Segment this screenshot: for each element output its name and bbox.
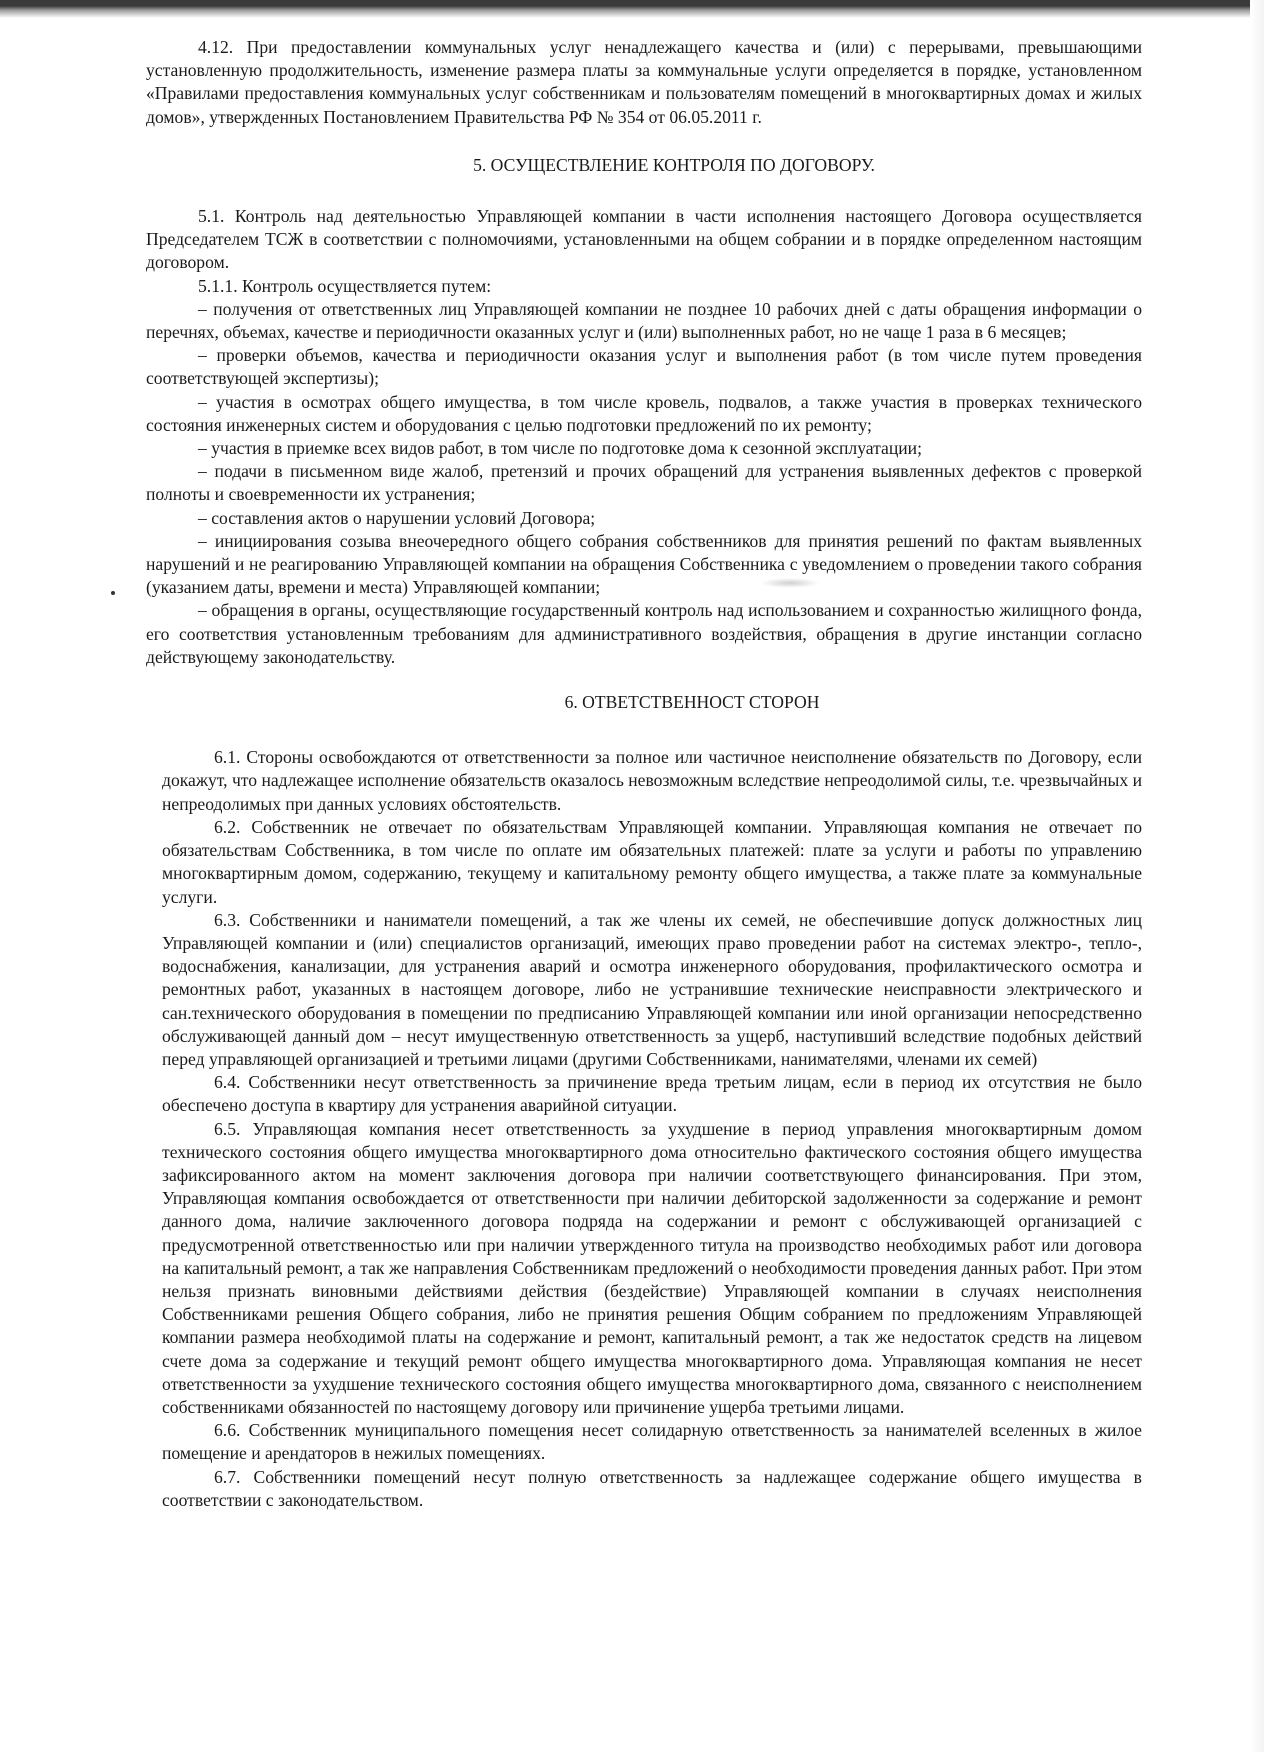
- control-item-3: – участия в осмотрах общего имущества, в том числе кровель, подвалов, а также участия в проверках технического состояния инженерных систем и оборудования с целью подготовки предложений по их ремонту;: [146, 391, 1142, 435]
- paragraph-6-3: 6.3. Собственники и наниматели помещений, а так же члены их семей, не обеспечившие допуск должностных лиц Управляющей компании и (или) специалистов организаций, имеющих право проведении работ на системах электро-, тепло-, водоснабжения, канализации, для устранения аварий и осмотра инженерного оборудования, профилактического осмотра и ремонтных работ, указанных в настоящем договоре, либо не устранившие технические неисправности электрического и сан.технического оборудования в помещении по предписанию Управляющей компании или иной организации непосредственно обслуживающей данный дом – несут имущественную ответственность за ущерб, наступивший вследствие подобных действий перед управляющей организацией и третьими лицами (другими Собственниками, нанимателями, членами их семей): [162, 909, 1142, 1069]
- control-item-4: – участия в приемке всех видов работ, в том числе по подготовке дома к сезонной эксплуатации;: [198, 438, 922, 459]
- paragraph-6-1: 6.1. Стороны освобождаются от ответственности за полное или частичное неисполнение обязательств по Договору, если докажут, что надлежащее исполнение обязательств оказалось невозможным вследствие непреодолимой силы, т.е. чрезвычайных и непреодолимых при данных условиях обстоятельств.: [162, 747, 1142, 814]
- paragraph-6-5: 6.5. Управляющая компания несет ответственность за ухудшение в период управления многоквартирным домом технического состояния общего имущества многоквартирного дома относительно фактического состояния общего имущества зафиксированного актом на момент заключения договора при наличии соответствующего финансирования. При этом, Управляющая компания освобождается от ответственности при наличии дебиторской задолженности за содержание и ремонт данного дома, наличие заключенного договора подряда на содержании и ремонт с обслуживающей организацией с предусмотренной ответственностью или при наличии утвержденного титула на производство необходимых работ или договора на капитальный ремонт, а так же направления Собственникам предложений о необходимости проведения данных работ. При этом нельзя признать виновными действиями действия (бездействие) Управляющей компании в случаях неисполнения Собственниками решения Общего собрания, либо не принятия решения Общим собранием по предложениям Управляющей компании размера необходимой платы на содержание и ремонт, капитальный ремонт, а так же недостаток средств на лицевом счете дома за содержание и текущий ремонт общего имущества многоквартирного дома. Управляющая компания не несет ответственности за ухудшение технического состояния общего имущества многоквартирного дома, связанного с неисполнением собственниками обязанностей по настоящему договору или причинение ущерба третьими лицами.: [162, 1118, 1142, 1417]
- control-item-2: – проверки объемов, качества и периодичности оказания услуг и выполнения работ (в том числе путем проведения соответствующей экспертизы);: [146, 345, 1142, 389]
- scan-speck: [111, 591, 115, 595]
- control-item-8: – обращения в органы, осуществляющие государственный контроль над использованием и сохранностью жилищного фонда, его соответствия установленным требованиям для административного воздействия, обращения в другие инстанции согласно действующему законодательству.: [146, 600, 1142, 667]
- control-item-6: – составления актов о нарушении условий Договора;: [198, 507, 596, 528]
- paragraph-6-4: 6.4. Собственники несут ответственность за причинение вреда третьим лицам, если в период их отсутствия не было обеспечено доступа в квартиру для устранения аварийной ситуации.: [162, 1072, 1142, 1116]
- paragraph-6-7: 6.7. Собственники помещений несут полную ответственность за надлежащее содержание общего имущества в соответствии с законодательством.: [162, 1466, 1142, 1510]
- section-6-body: [146, 746, 1142, 1512]
- section-6-heading: 6. ОТВЕТСТВЕННОСТ СТОРОН: [564, 692, 820, 713]
- paragraph-5-1: 5.1. Контроль над деятельностью Управляющей компании в части исполнения настоящего Договора осуществляется Председателем ТСЖ в соответствии с полномочиями, установленными на общем собрании и в порядке определенном настоящим договором.: [146, 206, 1142, 273]
- control-item-1: – получения от ответственных лиц Управляющей компании не позднее 10 рабочих дней с даты обращения информации о перечнях, объемах, качестве и периодичности оказанных услуг и (или) выполненных работ, но не чаще 1 раза в 6 месяцев;: [146, 298, 1142, 343]
- paragraph-6-2: 6.2. Собственник не отвечает по обязательствам Управляющей компании. Управляющая компания не отвечает по обязательствам Собственника, в том числе по оплате им обязательных платежей: плате за услуги и работы по управлению многоквартирным домом, содержанию, текущему и капитальному ремонту общего имущества, а также плате за коммунальные услуги.: [162, 816, 1142, 907]
- scan-right-edge: [1250, 0, 1264, 1752]
- scan-top-edge: [0, 0, 1264, 18]
- section-5-heading: 5. ОСУЩЕСТВЛЕНИЕ КОНТРОЛЯ ПО ДОГОВОРУ.: [473, 154, 875, 175]
- control-item-7: – инициирования созыва внеочередного общего собрания собственников для принятия решений по фактам выявленных нарушений и не реагированию Управляющей компании на обращения Собственника с уведомлением о проведении такого собрания (указанием даты, времени и места) Управляющей компании;: [146, 530, 1142, 598]
- control-item-5: – подачи в письменном виде жалоб, претензий и прочих обращений для устранения выявленных дефектов с проверкой полноты и своевременности их устранения;: [146, 461, 1142, 505]
- document-page: [146, 36, 1142, 1512]
- paragraph-6-6: 6.6. Собственник муниципального помещения несет солидарную ответственность за нанимателей вселенных в жилое помещение и арендаторов в нежилых помещениях.: [162, 1420, 1142, 1464]
- paragraph-4-12: 4.12. При предоставлении коммунальных услуг ненадлежащего качества и (или) с перерывами, превышающими установленную продолжительность, изменение размера платы за коммунальные услуги определяется в порядке, установленном «Правилами предоставления коммунальных услуг собственникам и пользователям помещений в многоквартирных домах и жилых домов», утвержденных Постановлением Правительства РФ № 354 от 06.05.2011 г.: [146, 37, 1142, 127]
- paragraph-5-1-1: 5.1.1. Контроль осуществляется путем:: [198, 275, 492, 296]
